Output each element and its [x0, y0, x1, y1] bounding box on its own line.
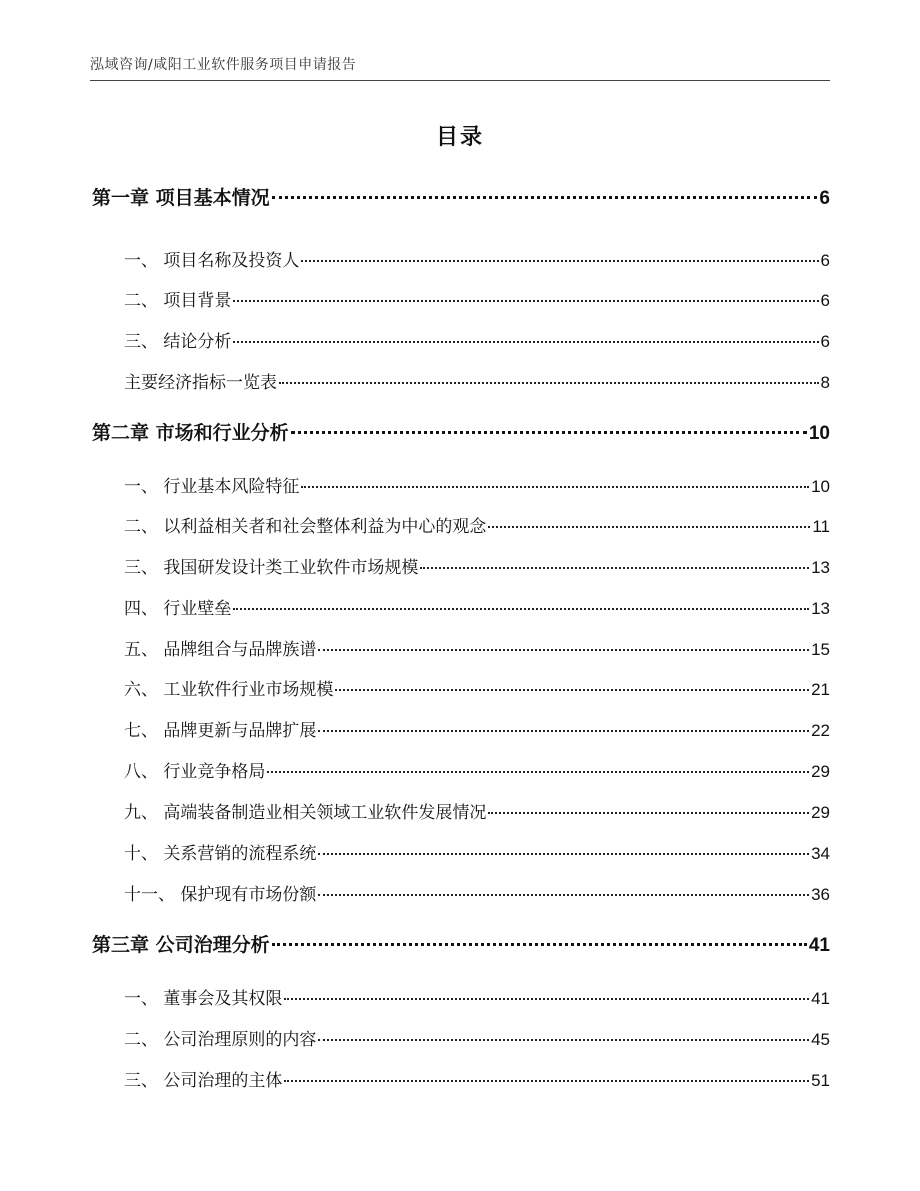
dot-leader: [233, 299, 818, 302]
toc-entry-section[interactable]: [92, 472, 830, 496]
toc-entry-label: 八、 行业竞争格局: [124, 762, 266, 782]
dot-leader: [488, 525, 810, 528]
toc-entry-label: 二、 公司治理原则的内容: [124, 1030, 317, 1050]
toc-entry-label: 三、 我国研发设计类工业软件市场规模: [124, 558, 419, 578]
toc-entry-page: 13: [811, 599, 830, 618]
toc-entry-page: 10: [808, 423, 830, 444]
dot-leader: [301, 259, 818, 262]
toc-entry-section[interactable]: [92, 512, 830, 536]
toc-entry-label: 第二章 市场和行业分析: [92, 422, 289, 444]
toc-entry-page: 51: [811, 1071, 830, 1090]
toc-entry-section[interactable]: [92, 716, 830, 740]
toc-entry-chapter-3[interactable]: [92, 930, 830, 956]
toc-entry-page: 36: [811, 885, 830, 904]
toc-entry-label: 七、 品牌更新与品牌扩展: [124, 721, 317, 741]
toc-entry-section[interactable]: [92, 839, 830, 863]
toc-entry-label: 六、 工业软件行业市场规模: [124, 680, 334, 700]
toc-entry-section[interactable]: [92, 553, 830, 577]
dot-leader: [318, 648, 809, 651]
dot-leader: [291, 430, 807, 434]
dot-leader: [335, 688, 809, 691]
dot-leader: [488, 811, 809, 814]
toc-entry-page: 22: [811, 721, 830, 740]
running-header: 泓域咨询/咸阳工业软件服务项目申请报告: [90, 57, 357, 73]
toc-entry-label: 一、 项目名称及投资人: [124, 251, 300, 271]
toc-entry-page: 13: [811, 558, 830, 577]
toc-entry-page: 8: [820, 373, 830, 392]
toc-entry-page: 41: [811, 989, 830, 1008]
dot-leader: [233, 607, 809, 610]
toc-entry-label: 一、 董事会及其权限: [124, 989, 283, 1009]
toc-entry-section[interactable]: [92, 757, 830, 781]
toc-entry-page: 10: [811, 477, 830, 496]
toc-entry-section[interactable]: [92, 1025, 830, 1049]
toc-entry-page: 11: [812, 517, 830, 536]
dot-leader: [279, 381, 819, 384]
toc-entry-label: 九、 高端装备制造业相关领域工业软件发展情况: [124, 803, 487, 823]
dot-leader: [318, 729, 809, 732]
toc-entry-page: 45: [811, 1030, 830, 1049]
dot-leader: [272, 942, 807, 946]
toc-entry-section[interactable]: [92, 368, 830, 392]
toc-entry-page: 29: [811, 803, 830, 822]
dot-leader: [284, 1079, 809, 1082]
toc-entry-page: 15: [811, 640, 830, 659]
toc-entry-page: 34: [811, 844, 830, 863]
toc-entry-section[interactable]: [92, 1066, 830, 1090]
toc-entry-page: 41: [808, 935, 830, 956]
dot-leader: [284, 997, 809, 1000]
toc-entry-section[interactable]: [92, 798, 830, 822]
toc-entry-page: 6: [820, 291, 830, 310]
dot-leader: [318, 893, 809, 896]
toc-entry-section[interactable]: [92, 984, 830, 1008]
dot-leader: [301, 485, 809, 488]
dot-leader: [318, 852, 809, 855]
toc-entry-label: 二、 项目背景: [124, 291, 232, 311]
toc-entry-label: 第一章 项目基本情况: [92, 187, 270, 209]
toc-entry-section[interactable]: [92, 675, 830, 699]
toc-entry-section[interactable]: [92, 594, 830, 618]
toc-entry-chapter-1[interactable]: [92, 183, 830, 209]
toc-entry-label: 五、 品牌组合与品牌族谱: [124, 640, 317, 660]
toc-entry-label: 三、 公司治理的主体: [124, 1071, 283, 1091]
dot-leader: [420, 566, 809, 569]
toc-title: 目录: [435, 125, 484, 150]
toc-entry-page: 29: [811, 762, 830, 781]
toc-entry-label: 主要经济指标一览表: [124, 373, 277, 393]
toc-entry-chapter-2[interactable]: [92, 418, 830, 444]
dot-leader: [272, 195, 818, 199]
toc-entry-label: 十、 关系营销的流程系统: [124, 844, 317, 864]
toc-entry-page: 6: [820, 251, 830, 270]
toc-entry-page: 6: [820, 332, 830, 351]
toc-entry-label: 一、 行业基本风险特征: [124, 477, 300, 497]
toc-entry-label: 四、 行业壁垒: [124, 599, 232, 619]
toc-entry-page: 21: [811, 680, 830, 699]
toc-entry-label: 三、 结论分析: [124, 332, 232, 352]
toc-entry-section[interactable]: [92, 327, 830, 351]
dot-leader: [233, 340, 818, 343]
toc-entry-section[interactable]: [92, 880, 830, 904]
toc-entry-label: 第三章 公司治理分析: [92, 934, 270, 956]
dot-leader: [318, 1038, 809, 1041]
toc-entry-section[interactable]: [92, 286, 830, 310]
dot-leader: [267, 770, 809, 773]
toc-entry-page: 6: [819, 188, 830, 209]
toc-entry-label: 十一、 保护现有市场份额: [124, 885, 317, 905]
toc-entry-section[interactable]: [92, 246, 830, 270]
toc-entry-section[interactable]: [92, 635, 830, 659]
toc-entry-label: 二、 以利益相关者和社会整体利益为中心的观念: [124, 517, 487, 537]
header-rule: [90, 80, 830, 81]
